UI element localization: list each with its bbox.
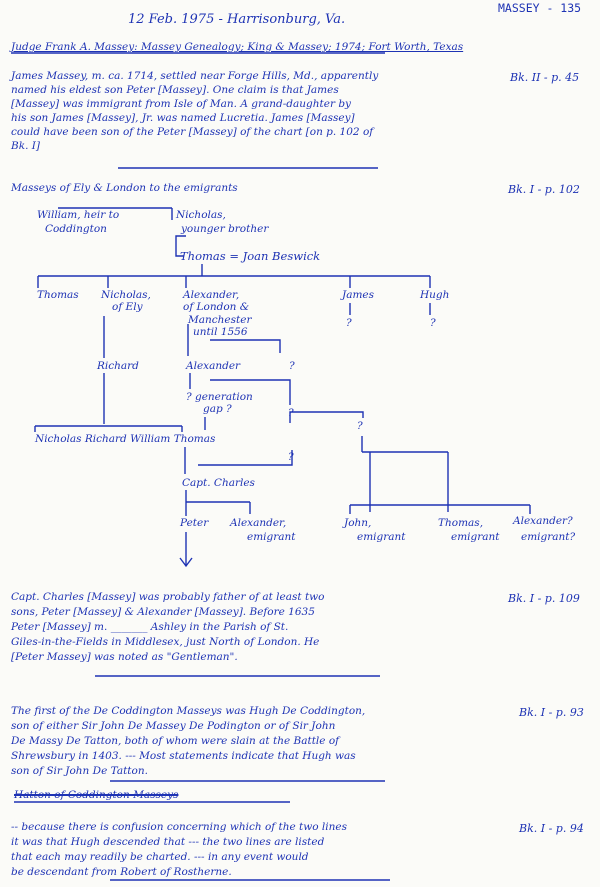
question-mark: ? xyxy=(288,407,294,419)
person-john: John, xyxy=(344,517,372,529)
note-4-line: -- because there is confusion concerning which of the two lines xyxy=(11,821,347,833)
person-nicholas: Nicholas, xyxy=(176,209,226,221)
note-1-line: named his eldest son Peter [Massey]. One claim is that James xyxy=(11,84,339,96)
generation-gap-note: gap ? xyxy=(203,403,232,415)
note-4-ref: Bk. I - p. 94 xyxy=(519,822,584,835)
question-mark: ? xyxy=(357,420,363,432)
person-alexander-q: Alexander? xyxy=(513,515,573,527)
person-alexander-note: until 1556 xyxy=(193,326,248,338)
note-4-line: be descendant from Robert of Rostherne. xyxy=(11,866,232,878)
person-alexander-emigrant-note: emigrant xyxy=(247,531,296,543)
person-nicholas-note: younger brother xyxy=(181,223,269,235)
note-3-ref: Bk. I - p. 93 xyxy=(519,706,584,719)
note-2-line: Giles-in-the-Fields in Middlesex, just North of London. He xyxy=(11,636,320,648)
person-thomas-joan: Thomas = Joan Beswick xyxy=(180,249,321,263)
note-1-line: [Massey] was immigrant from Isle of Man. A grand-daughter by xyxy=(11,98,351,110)
note-1-line: his son James [Massey], Jr. was named Lucretia. James [Massey] xyxy=(11,112,355,124)
note-3-line: The first of the De Coddington Masseys was Hugh De Coddington, xyxy=(11,705,366,717)
note-4-line: that each may readily be charted. --- in any event would xyxy=(11,851,309,863)
note-1-line: could have been son of the Peter [Massey] of the chart [on p. 102 of xyxy=(11,126,374,138)
chart-title: Masseys of Ely & London to the emigrants xyxy=(11,182,238,194)
person-thomas: Thomas xyxy=(37,289,79,301)
person-alexander-q-note: emigrant? xyxy=(521,531,576,543)
person-john-note: emigrant xyxy=(357,531,406,543)
chart-ref: Bk. I - p. 102 xyxy=(508,183,580,196)
tree-line xyxy=(198,450,292,465)
note-2-line: Capt. Charles [Massey] was probably father of at least two xyxy=(11,591,325,603)
person-thomas-emigrant-note: emigrant xyxy=(451,531,500,543)
person-thomas-emigrant: Thomas, xyxy=(438,517,484,529)
note-3-line: son of Sir John De Tatton. xyxy=(11,765,148,777)
question-mark: ? xyxy=(430,317,436,329)
note-1-ref: Bk. II - p. 45 xyxy=(510,71,580,84)
tree-line xyxy=(210,380,290,405)
generation-row: Nicholas Richard William Thomas xyxy=(35,433,216,445)
tree-line xyxy=(290,412,363,423)
generation-gap: ? generation xyxy=(186,391,253,403)
note-3-line: Shrewsbury in 1403. --- Most statements indicate that Hugh was xyxy=(11,750,356,762)
source-line: Judge Frank A. Massey: Massey Genealogy; King & Massey; 1974; Fort Worth, Texas xyxy=(11,41,464,53)
person-william: William, heir to xyxy=(37,209,120,221)
person-james: James xyxy=(342,289,375,301)
note-4-line: it was that Hugh descended that --- the two lines are listed xyxy=(11,836,325,848)
date-place: 12 Feb. 1975 - Harrisonburg, Va. xyxy=(128,12,346,27)
note-3-line: son of either Sir John De Massey De Podington or of Sir John xyxy=(11,720,336,732)
file-label: MASSEY - 135 xyxy=(498,1,582,15)
person-peter: Peter xyxy=(180,517,209,529)
note-2-ref: Bk. I - p. 109 xyxy=(508,592,580,605)
person-nicholas-ely: Nicholas, xyxy=(101,289,151,301)
struck-heading: Hatton of Coddington Masseys xyxy=(14,789,179,801)
note-3-line: De Massy De Tatton, both of whom were slain at the Battle of xyxy=(11,735,340,747)
note-1-line: Bk. I] xyxy=(11,140,40,152)
note-1-line: James Massey, m. ca. 1714, settled near Forge Hills, Md., apparently xyxy=(11,70,379,82)
person-william-note: Coddington xyxy=(45,223,107,235)
tree-line xyxy=(176,236,186,256)
person-alexander-b: Alexander xyxy=(186,360,241,372)
note-2-line: sons, Peter [Massey] & Alexander [Massey]. Before 1635 xyxy=(11,606,315,618)
person-alexander-note: of London & xyxy=(183,301,250,313)
question-mark: ? xyxy=(288,451,294,463)
person-richard: Richard xyxy=(97,360,139,372)
person-alexander-note: Manchester xyxy=(188,314,252,326)
person-nicholas-ely-note: of Ely xyxy=(112,301,143,313)
question-mark: ? xyxy=(346,317,352,329)
question-mark: ? xyxy=(289,360,295,372)
person-capt-charles: Capt. Charles xyxy=(182,477,255,489)
person-alexander-emigrant: Alexander, xyxy=(230,517,287,529)
note-2-line: [Peter Massey] was noted as "Gentleman". xyxy=(11,651,238,663)
note-2-line: Peter [Massey] m. _______ Ashley in the Parish of St. xyxy=(11,621,289,633)
tree-line xyxy=(210,340,280,353)
person-alexander: Alexander, xyxy=(183,289,240,301)
person-hugh: Hugh xyxy=(420,289,450,301)
